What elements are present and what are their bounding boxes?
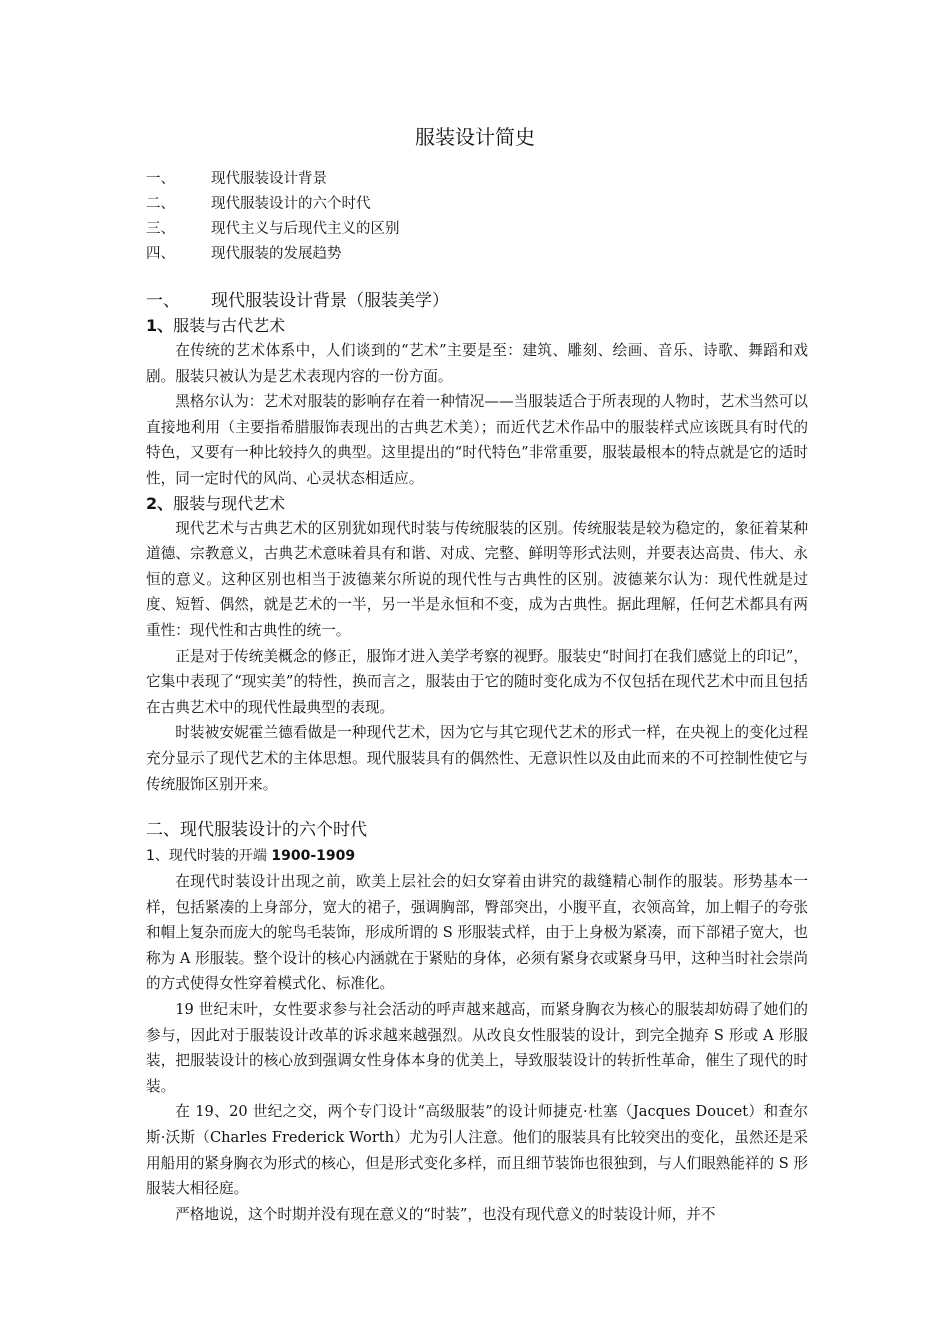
paragraph: 时装被安妮霍兰德看做是一种现代艺术，因为它与其它现代艺术的形式一样，在央视上的变化过程充分显示了现代艺术的主体思想。现代服装具有的偶然性、无意识性以及由此而来的不可控制性使它与传统服饰区别开来。 [146, 724, 808, 793]
subsection-heading [146, 843, 808, 869]
toc-number: 三、 [146, 221, 175, 237]
toc-item [146, 168, 806, 193]
paragraph: 黑格尔认为：艺术对服装的影响存在着一种情况——当服装适合于所表现的人物时，艺术当然可以直接地利用（主要指希腊服饰表现出的古典艺术美）；而近代艺术作品中的服装样式应该既具有时代的特色，又要有一种比较持久的典型。这里提出的“时代特色”非常重要，服装最根本的特点就是它的适时性，同一定时代的风尚、心灵状态相适应。 [146, 393, 808, 487]
paragraph: 严格地说，这个时期并没有现在意义的“时装”，也没有现代意义的时装设计师，并不 [175, 1205, 716, 1223]
spacer [146, 797, 808, 817]
section-number: 一、 [146, 291, 180, 311]
document-title: 服装设计简史 [415, 125, 535, 149]
paragraph: 正是对于传统美概念的修正，服饰才进入美学考察的视野。服装史“时间打在我们感觉上的印记”，它集中表现了“现实美”的特性，换而言之，服装由于它的随时变化成为不仅包括在现代艺术中而且包括在古典艺术中的现代性最典型的表现。 [146, 647, 808, 716]
paragraph: 现代艺术与古典艺术的区别犹如现代时装与传统服装的区别。传统服装是较为稳定的，象征着某种道德、宗教意义，古典艺术意味着具有和谐、对成、完整、鲜明等形式法则，并要表达高贵、伟大、永恒的意义。这种区别也相当于波德莱尔所说的现代性与古典性的区别。波德莱尔认为：现代性就是过度、短暂、偶然，就是艺术的一半，另一半是永恒和不变，成为古典性。据此理解，任何艺术都具有两重性：现代性和古典性的统一。 [146, 519, 808, 639]
paragraph: 在现代时装设计出现之前，欧美上层社会的妇女穿着由讲究的裁缝精心制作的服装。形势基本一样，包括紧凑的上身部分，宽大的裙子，强调胸部，臀部突出，小腹平直，衣领高耸，加上帽子的夸张和帽上复杂而庞大的鸵鸟毛装饰，形成所谓的 S 形服装式样，由于上身极为紧凑，而下部裙子宽大，也称为 A 形服装。整个设计的核心内涵就在于紧贴的身体，必须有紧身衣或紧身马甲，这种当时社会崇尚的方式使得女性穿着模式化、标准化。 [146, 873, 808, 993]
document-body [146, 288, 808, 1227]
section-heading: 二、现代服装设计的六个时代 [146, 820, 367, 841]
paragraph: 在传统的艺术体系中，人们谈到的“艺术”主要是至：建筑、雕刻、绘画、音乐、诗歌、舞蹈和戏剧。服装只被认为是艺术表现内容的一份方面。 [146, 342, 808, 385]
subsection-heading [146, 314, 808, 338]
subsection-title: 服装与现代艺术 [173, 493, 286, 513]
section-heading [146, 288, 808, 314]
toc-item [146, 218, 806, 243]
toc-number: 四、 [146, 246, 175, 262]
toc-text: 现代服装设计背景 [211, 171, 327, 187]
toc-number: 一、 [146, 171, 175, 187]
table-of-contents [146, 168, 806, 268]
toc-text: 现代服装的发展趋势 [211, 246, 342, 262]
section-title: 现代服装设计背景（服装美学） [211, 291, 449, 311]
subsection-title: 服装与古代艺术 [173, 316, 286, 335]
paragraph: 在 19、20 世纪之交，两个专门设计“高级服装”的设计师捷克·杜塞（Jacques Doucet）和查尔斯·沃斯（Charles Frederick Worth）尤为引人注意。他们的服装具有比较突出的变化，虽然还是采用船用的紧身胸衣为形式的核心，但是形式变化多样，而且细节装饰也很独到，与人们眼熟能祥的 S 形服装大相径庭。 [146, 1103, 808, 1198]
subsection-number: 2、 [146, 493, 174, 513]
subsection-title: 1、现代时装的开端 [146, 848, 272, 865]
subsection-years: 1900-1909 [271, 848, 356, 865]
toc-item [146, 193, 806, 218]
toc-text: 现代服装设计的六个时代 [211, 196, 371, 212]
subsection-number: 1、 [146, 316, 174, 335]
toc-item [146, 243, 806, 268]
toc-text: 现代主义与后现代主义的区别 [211, 221, 400, 237]
toc-number: 二、 [146, 196, 175, 212]
subsection-heading [146, 492, 808, 516]
paragraph: 19 世纪末叶，女性要求参与社会活动的呼声越来越高，而紧身胸衣为核心的服装却妨碍了她们的参与，因此对于服装设计改革的诉求越来越强烈。从改良女性服装的设计，到完全抛弃 S 形或 A 形服装，把服装设计的核心放到强调女性身体本身的优美上，导致服装设计的转折性革命，催生了现代的时装。 [146, 1001, 808, 1095]
